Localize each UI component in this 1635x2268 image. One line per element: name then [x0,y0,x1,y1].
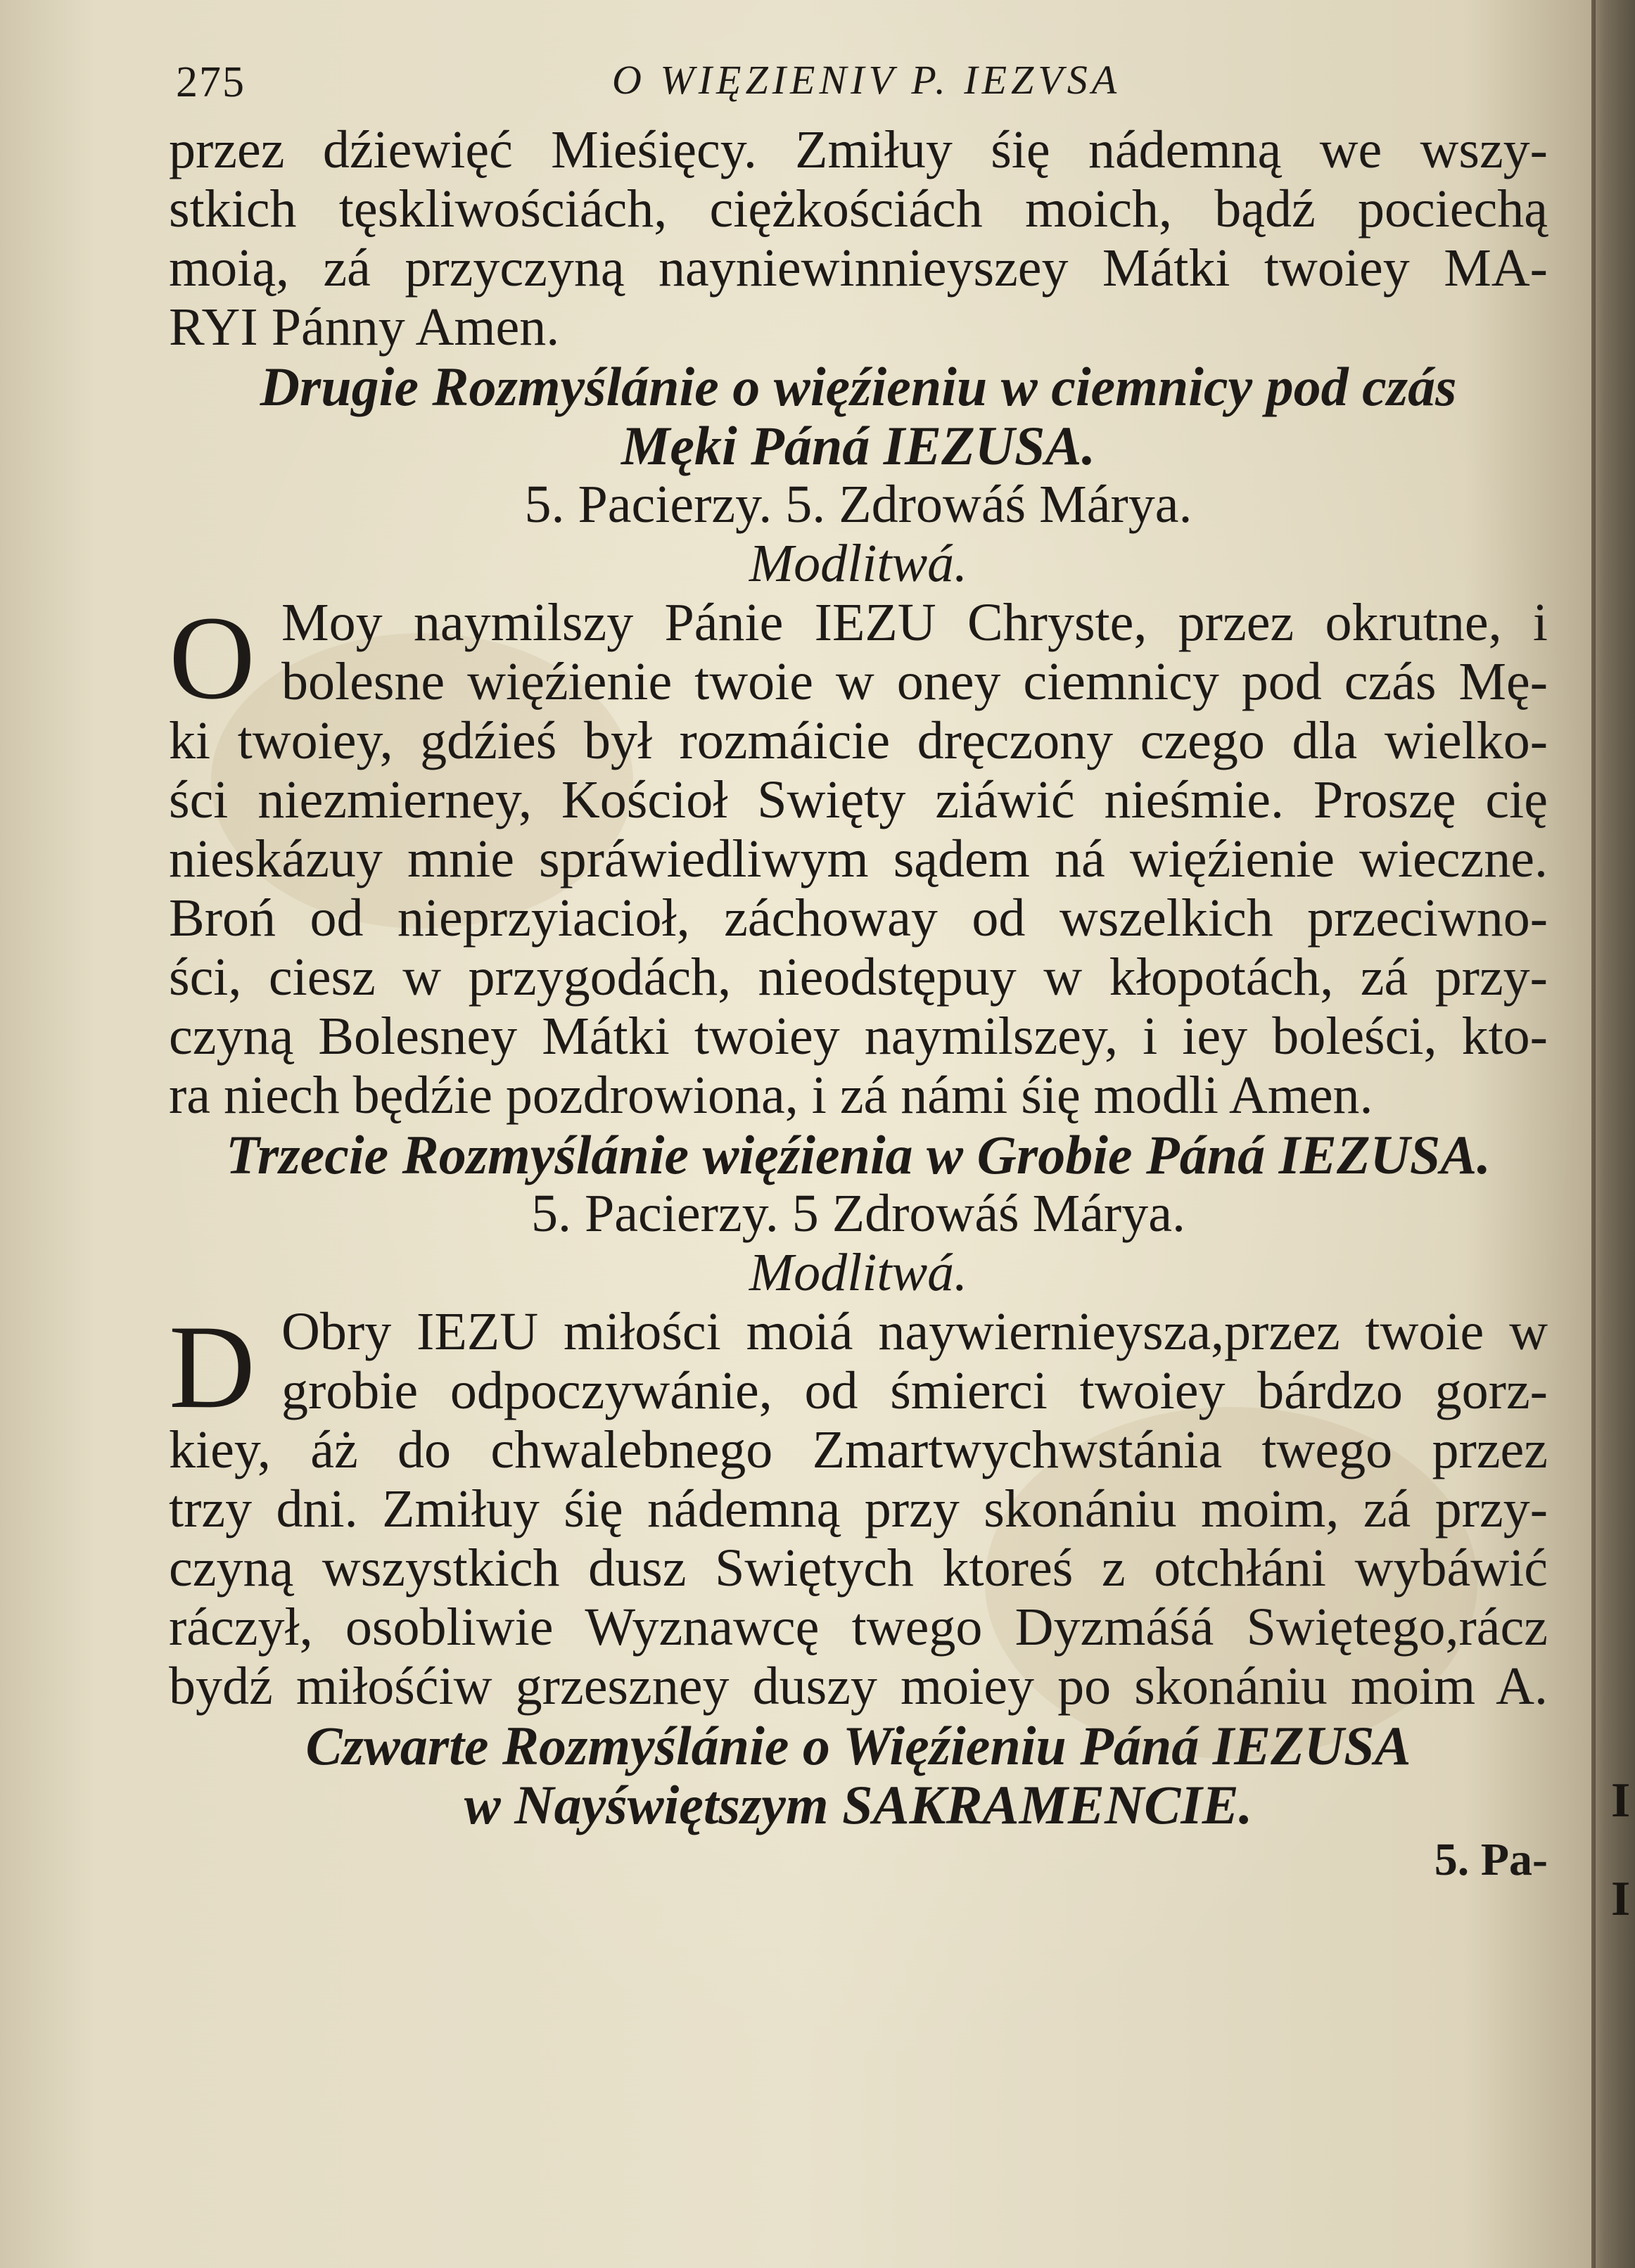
running-title: O WIĘZIENIV P. IEZVSA [612,57,1121,103]
intro-paragraph [169,120,1548,356]
prayer-paragraph-3 [169,1301,1548,1715]
page-header [169,42,1548,120]
text-line: ści, ciesz w przygodách, nieodstępuy w kłopotách, zá przy- [169,948,1548,1007]
text-line: ści niezmierney, Kościoł Swięty ziáwić nieśmie. Proszę cię [169,770,1548,829]
text-line: bydź miłośćiw grzeszney duszy moiey po skonániu moim A. [169,1657,1548,1716]
page-number: 275 [176,58,246,106]
section-heading-3 [169,1124,1548,1183]
heading-line: w Nayświętszym SAKRAMENCIE. [464,1774,1253,1835]
heading-line: Trzecie Rozmyślánie więźienia w Grobie Páná IEZUSA. [226,1124,1491,1185]
text-line: stkich tęskliwościách, ciężkościách moich, bądź pociechą [169,179,1548,238]
prayer-label: Modlitwá. [749,534,968,593]
next-page-strip [1596,0,1635,2268]
section-heading-4 [169,1715,1548,1833]
section-heading-2 [169,356,1548,474]
text-line: grobie odpoczywánie, od śmierci twoiey bárdzo gorz- [281,1361,1548,1420]
text-line: Broń od nieprzyiacioł, záchoway od wszelkich przeciwno- [169,888,1548,948]
catchword-row [169,1833,1548,1897]
text-line: bolesne więźienie twoie w oney ciemnicy pod czás Mę- [281,652,1548,711]
bleed-letter: I [1611,1773,1631,1828]
text-line: ráczył, osobliwie Wyznawcę twego Dyzmáśá Swiętego,rácz [169,1598,1548,1657]
drop-cap: O [169,592,255,724]
heading-line: Drugie Rozmyślánie o więźieniu w ciemnicy pod czás [260,356,1457,417]
text-line: przez dźiewięć Mieśięcy. Zmiłuy śię nádemną we wszy- [169,120,1548,179]
prayer-count: 5. Pacierzy. 5. Zdrowáś Márya. [524,475,1192,534]
heading-line: Czwarte Rozmyślánie o Więźieniu Páná IEZUSA [305,1715,1411,1776]
text-line: ra niech będźie pozdrowiona, i zá námi śię modli Amen. [169,1066,1373,1125]
heading-line: Męki Páná IEZUSA. [621,415,1095,476]
bleed-letter: I [1611,1872,1631,1926]
prayer-label: Modlitwá. [749,1243,968,1302]
text-line: czyną Bolesney Mátki twoiey naymilszey, i iey boleści, kto- [169,1007,1548,1066]
drop-cap: D [169,1301,255,1433]
text-line: nieskázuy mnie spráwiedliwym sądem ná więźienie wieczne. [169,829,1548,888]
catchword: 5. Pa- [1434,1834,1548,1885]
text-line: Obry IEZU miłości moiá naywiernieysza,przez twoie w [281,1302,1548,1361]
text-line: czyną wszystkich dusz Swiętych ktoreś z otchłáni wybáwić [169,1538,1548,1598]
prayer-paragraph-2 [169,592,1548,1124]
text-line: trzy dni. Zmiłuy śię nádemną przy skonániu moim, zá przy- [169,1479,1548,1538]
prayer-count: 5. Pacierzy. 5 Zdrowáś Márya. [531,1184,1185,1243]
text-line: moią, zá przyczyną nayniewinnieyszey Mátki twoiey MA- [169,238,1548,298]
text-block [169,42,1548,1897]
text-line: ki twoiey, gdźieś był rozmáicie dręczony czego dla wielko- [169,711,1548,770]
text-line: RYI Pánny Amen. [169,298,560,357]
text-line: Moy naymilszy Pánie IEZU Chryste, przez okrutne, i [281,593,1548,652]
text-line: kiey, áż do chwalebnego Zmartwychwstánia twego przez [169,1420,1548,1479]
